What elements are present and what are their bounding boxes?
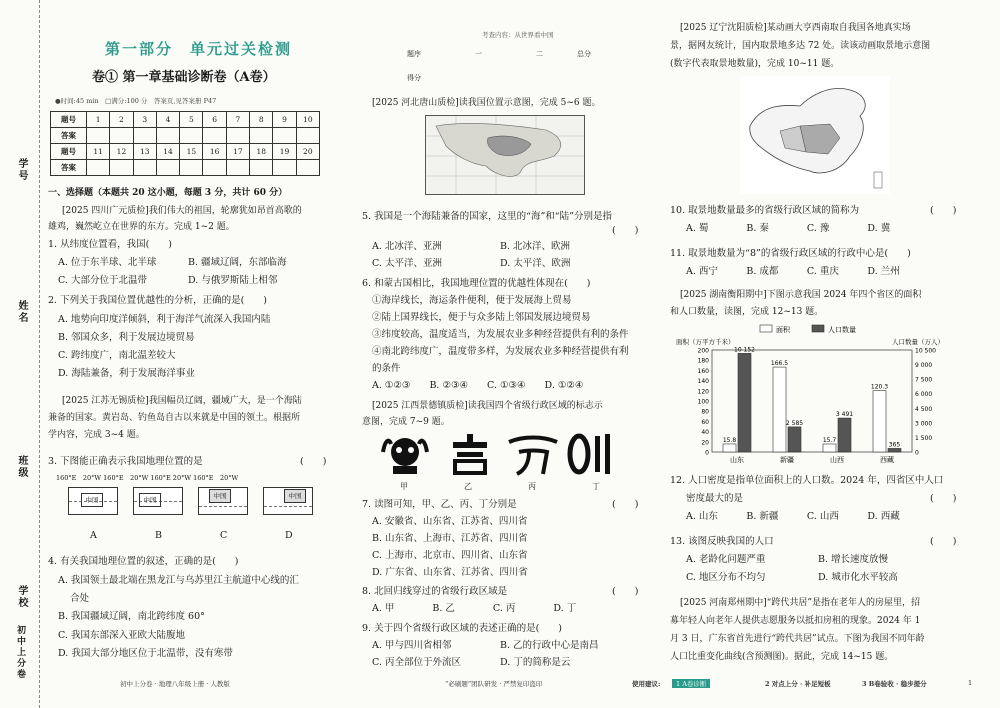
option-row: A. 蜀 B. 秦 C. 豫 D. 冀	[686, 223, 891, 234]
y-tick-right: 10 500	[915, 347, 936, 355]
option: B. 乙的行政中心是南昌	[500, 640, 599, 651]
option: 合处	[70, 593, 90, 604]
bar-area	[773, 367, 786, 452]
intro-text: [2025 江西景德镇质检]读我国四个省级行政区域的标志示	[372, 401, 603, 411]
y-tick-right: 3 000	[915, 420, 933, 428]
option: D. 广东省、山东省、江苏省、四川省	[372, 567, 528, 578]
y-tick-right: 0	[915, 449, 919, 457]
intro-text: [2025 江苏无锡质检]我国幅员辽阔，疆域广大，是一个海陆	[62, 396, 302, 406]
question-number: 11	[87, 144, 110, 160]
question-3: 3. 下图能正确表示我国地理位置的是	[48, 456, 203, 467]
footer-left: 初中上分卷 · 地理八年级上册 · 人教版	[120, 680, 230, 688]
legend-label: 人口数量	[828, 326, 856, 334]
question-6: 6. 和蒙古国相比，我国地理位置的优越性体现在( )	[362, 278, 591, 289]
side-label-brand: 初中上分卷	[15, 625, 25, 680]
option: C. 跨纬度广，南北温差较大	[58, 350, 176, 361]
option: A. 北冰洋、亚洲	[372, 241, 442, 252]
answer-cell	[296, 160, 319, 176]
y-axis-left-title: 面积（万平方千米）	[676, 338, 735, 346]
score-table	[405, 47, 615, 87]
y-tick-left: 60	[701, 418, 709, 426]
score-header: 一	[475, 50, 482, 58]
answer-cell	[250, 128, 273, 144]
data-label-area: 120.3	[870, 383, 889, 391]
volume-title: 卷① 第一章基础诊断卷（A卷）	[92, 70, 276, 85]
logo-jia	[375, 430, 435, 480]
option: C. 太平洋、亚洲	[372, 258, 442, 269]
answer-cell	[87, 128, 110, 144]
option: D. 海陆兼备，利于发展海洋事业	[58, 368, 195, 379]
question-11: 11. 取景地数量为“8”的省级行政区域的行政中心是( )	[670, 248, 911, 259]
question-number: 1	[87, 112, 110, 128]
question-13: 13. 该图反映我国的人口	[670, 536, 774, 547]
question-number: 4	[156, 112, 179, 128]
bar-population	[788, 427, 801, 452]
question-number: 5	[180, 112, 203, 128]
score-header: 题序	[407, 50, 421, 58]
answer-cell	[156, 128, 179, 144]
bar-area	[723, 444, 736, 452]
answer-paren: ( )	[612, 586, 639, 597]
option: B. 增长速度放慢	[818, 554, 889, 565]
section-heading: 一、选择题（本题共 20 这小题，每题 3 分，共计 60 分）	[48, 188, 288, 198]
answer-paren: ( )	[612, 499, 639, 510]
option: A. 地势向印度洋倾斜，利于海洋气流深入我国内陆	[58, 314, 271, 325]
china-box: 中国	[284, 489, 306, 503]
question-number: 13	[133, 144, 156, 160]
y-tick-left: 120	[697, 388, 709, 396]
globe-grid-d	[263, 487, 313, 515]
data-label-area: 15.8	[722, 436, 737, 444]
statement: ③纬度较高，温度适当，为发展农业多种经营提供有利的条件	[372, 329, 629, 340]
answer-cell	[156, 160, 179, 176]
china-location-map	[425, 115, 585, 195]
option-label: A	[90, 530, 97, 541]
bar-area	[823, 444, 836, 452]
option: D. 与俄罗斯陆上相邻	[188, 275, 278, 286]
option: A. 安徽省、山东省、江苏省、四川省	[372, 516, 528, 527]
answer-cell	[203, 128, 226, 144]
question-2: 2. 下列关于我国位置优越性的分析，正确的是( )	[48, 295, 267, 306]
intro-text: 学内容，完成 3~4 题。	[48, 430, 145, 440]
question-7: 7. 读图可知，甲、乙、丙、丁分别是	[362, 499, 517, 510]
y-tick-left: 140	[697, 378, 709, 386]
x-tick-label: 山西	[830, 456, 844, 464]
side-label-name: 姓名	[16, 300, 27, 324]
filming-location-map	[740, 76, 890, 194]
side-label-id: 学号	[16, 158, 27, 182]
grid-label: 答案	[51, 128, 87, 144]
option: B. 邻国众多，利于发展边境贸易	[58, 332, 195, 343]
data-label-population: 3 491	[835, 411, 854, 419]
usage-label: 使用建议:	[632, 680, 661, 688]
intro-text: 意图，完成 7~9 题。	[362, 417, 450, 427]
logo-label: 乙	[464, 482, 472, 491]
answer-cell	[226, 160, 249, 176]
option: A. 甲与四川省相邻	[372, 640, 452, 651]
question-number: 3	[133, 112, 156, 128]
answer-cell	[180, 128, 203, 144]
score-header: 总分	[577, 50, 591, 58]
option: D. 太平洋、欧洲	[500, 258, 571, 269]
option: D. 城市化水平较高	[818, 572, 898, 583]
question-number: 19	[273, 144, 296, 160]
option-label: D	[285, 530, 293, 541]
intro-text: [2025 四川广元质检]我们伟大的祖国，轮廓犹如昂首高歌的	[62, 206, 302, 216]
data-label-population: 365	[888, 441, 901, 449]
question-number: 15	[180, 144, 203, 160]
option: D. 丁的简称是云	[500, 657, 571, 668]
answer-cell	[110, 160, 133, 176]
intro-text: 兼备的国家。黄岩岛、钓鱼岛自古以来就是中国的领土。根据所	[48, 413, 301, 423]
logo-bing	[505, 432, 560, 478]
legend-label: 面积	[776, 326, 790, 334]
side-label-school: 学校	[16, 585, 27, 609]
question-5: 5. 我国是一个海陆兼备的国家，这里的“海”和“陆”分别是指	[362, 211, 613, 222]
answer-paren: ( )	[612, 225, 639, 236]
question-4: 4. 有关我国地理位置的叙述，正确的是( )	[48, 556, 239, 567]
option-row: A. 西宁 B. 成都 C. 重庆 D. 兰州	[686, 266, 900, 277]
question-8: 8. 北回归线穿过的省级行政区域是	[362, 586, 508, 597]
china-box: 中国	[209, 489, 231, 503]
data-label-area: 15.7	[822, 436, 837, 444]
map-graphic	[426, 116, 584, 194]
question-12: 12. 人口密度是指单位面积上的人口数。2024 年，四省区中人口	[670, 475, 944, 486]
grid-label: 题号	[51, 112, 87, 128]
option: B. 疆域辽阔，东部临海	[188, 257, 287, 268]
degree-labels: 160°E 20°W 160°E 20°W 160°E 20°W 160°E 20°W	[56, 474, 239, 482]
question-12-cont: 密度最大的是	[686, 493, 744, 504]
answer-cell	[180, 160, 203, 176]
question-number: 10	[296, 112, 319, 128]
logo-label: 甲	[400, 482, 408, 491]
y-tick-left: 180	[697, 357, 709, 365]
intro-text: 雄鸡，巍然屹立在世界的东方。完成 1~2 题。	[48, 222, 235, 232]
exam-meta: ●时间:45 min □满分:100 分 答案页,见答案册 P47	[55, 97, 217, 105]
answer-cell	[87, 160, 110, 176]
usage-step: 1 A卷诊断	[672, 679, 710, 688]
statement: ②陆上国界线长，便于与众多陆上邻国发展边境贸易	[372, 312, 591, 323]
answer-paren: ( )	[930, 493, 957, 504]
answer-cell	[296, 128, 319, 144]
answer-cell	[110, 128, 133, 144]
bar-population	[838, 418, 851, 452]
answer-cell	[133, 160, 156, 176]
side-label-class: 班级	[16, 455, 27, 479]
part-title: 第一部分 单元过关检测	[105, 40, 293, 58]
answer-cell	[133, 128, 156, 144]
x-tick-label: 新疆	[780, 456, 794, 464]
answer-paren: ( )	[930, 205, 957, 216]
question-number: 17	[226, 144, 249, 160]
logo-yi	[445, 432, 495, 478]
intro-text: 月 3 日，广东省首先进行“跨代共居”试点。下图为我国不同年龄	[670, 634, 925, 644]
option: A. 我国领土最北端在黑龙江与乌苏里江主航道中心线的汇	[58, 575, 299, 586]
china-box: 中国	[139, 493, 161, 507]
question-number: 18	[250, 144, 273, 160]
intro-text: [2025 湖南衡阳期中]下图示意我国 2024 年四个省区的面积	[680, 290, 922, 300]
y-tick-left: 20	[701, 439, 709, 447]
score-header: 二	[536, 50, 543, 58]
option: B. 北冰洋、欧洲	[500, 241, 571, 252]
y-axis-right-title: 人口数量（万人）	[892, 338, 944, 346]
option: C. 上海市、北京市、四川省、山东省	[372, 550, 528, 561]
question-number: 20	[296, 144, 319, 160]
usage-step: 2 对点上分 · 补足短板	[765, 680, 831, 688]
answer-cell	[273, 128, 296, 144]
globe-grid-a	[68, 487, 118, 515]
option: C. 大部分位于北温带	[58, 275, 147, 286]
grid-label: 题号	[51, 144, 87, 160]
answer-cell	[226, 128, 249, 144]
question-number: 12	[110, 144, 133, 160]
option-label: C	[220, 530, 228, 541]
answer-paren: ( )	[930, 536, 957, 547]
option-row: A. ①②③ B. ②③④ C. ①③④ D. ①②④	[372, 380, 584, 391]
answer-grid	[50, 111, 320, 176]
answer-cell	[203, 160, 226, 176]
option: A. 位于东半球、北半球	[58, 257, 157, 268]
y-tick-left: 40	[701, 429, 709, 437]
question-9: 9. 关于四个省级行政区域的表述正确的是( )	[362, 623, 562, 634]
china-box: 中国	[81, 493, 103, 507]
question-number: 6	[203, 112, 226, 128]
question-number: 8	[250, 112, 273, 128]
statement: ①海岸线长，海运条件便利，便于发展海上贸易	[372, 295, 572, 306]
y-tick-left: 100	[697, 398, 709, 406]
usage-step: 3 B卷验收 · 稳步提分	[862, 680, 927, 688]
data-label-area: 166.5	[770, 360, 789, 368]
y-tick-left: 160	[697, 367, 709, 375]
intro-text: 募年轻人向老年人提供志愿服务以抵扣房租的现象。2024 年 1	[670, 616, 921, 626]
binding-margin	[0, 0, 40, 708]
statement: ④南北跨纬度广，温度带多样，为发展农业多种经营提供有利	[372, 346, 629, 357]
x-tick-label: 西藏	[880, 456, 894, 464]
option-row: A. 甲 B. 乙 C. 丙 D. 丁	[372, 603, 577, 614]
intro-text: [2025 河北唐山质检]读我国位置示意图，完成 5~6 题。	[372, 98, 601, 108]
y-tick-left: 200	[697, 347, 709, 355]
intro-text: 景，据网友统计，国内取景地多达 72 处。读该动画取景地示意图	[670, 41, 931, 51]
question-number: 9	[273, 112, 296, 128]
option: A. 老龄化问题严重	[686, 554, 766, 565]
topic-label: 考查内容：从世界看中国	[482, 31, 554, 39]
option: B. 我国疆域辽阔，南北跨纬度 60°	[58, 611, 205, 622]
footer-mid: “必刷题”团队研发 · 严禁复印盗印	[445, 680, 543, 688]
y-tick-right: 7 500	[915, 376, 933, 384]
statement: 的条件	[372, 363, 401, 374]
y-tick-left: 80	[701, 408, 709, 416]
question-10: 10. 取景地数量最多的省级行政区域的简称为	[670, 205, 860, 216]
logo-label: 丙	[528, 482, 536, 491]
option-row: A. 山东 B. 新疆 C. 山西 D. 西藏	[686, 511, 900, 522]
y-tick-right: 6 000	[915, 391, 933, 399]
question-1: 1. 从纬度位置看，我国( )	[48, 239, 172, 250]
logo-label: 丁	[592, 482, 600, 491]
globe-grid-c	[198, 487, 248, 515]
question-number: 7	[226, 112, 249, 128]
intro-text: [2025 河南郑州期中]“跨代共居”是指在老年人的房屋里，招	[680, 598, 920, 608]
grid-label: 答案	[51, 160, 87, 176]
intro-text: (数字代表取景地数量)，完成 10~11 题。	[670, 59, 840, 69]
data-label-population: 10 152	[734, 346, 755, 354]
globe-grid-b	[133, 487, 183, 515]
intro-text: [2025 辽宁沈阳质检]某动画大亨西南取自我国各地真实场	[680, 23, 911, 33]
map-graphic	[740, 76, 890, 194]
bar-area	[873, 391, 886, 452]
intro-text: 和人口数量，读图，完成 12~13 题。	[670, 307, 824, 317]
score-row-label: 得分	[407, 74, 421, 82]
legend-swatch-population	[812, 325, 824, 332]
answer-paren: ( )	[300, 456, 327, 467]
x-tick-label: 山东	[730, 456, 744, 464]
question-number: 16	[203, 144, 226, 160]
bar-population	[738, 353, 751, 452]
option: B. 山东省、上海市、江苏省、四川省	[372, 533, 528, 544]
answer-cell	[273, 160, 296, 176]
y-tick-right: 1 500	[915, 434, 933, 442]
bar-population	[888, 448, 901, 452]
option: C. 地区分布不均匀	[686, 572, 766, 583]
question-number: 2	[110, 112, 133, 128]
option: C. 丙全部位于外流区	[372, 657, 461, 668]
y-tick-left: 0	[705, 449, 709, 457]
answer-cell	[250, 160, 273, 176]
area-population-chart	[672, 320, 962, 470]
y-tick-right: 9 000	[915, 362, 933, 370]
option: C. 我国东部深入亚欧大陆腹地	[58, 630, 185, 641]
y-tick-right: 4 500	[915, 405, 933, 413]
legend-swatch-area	[760, 325, 772, 332]
intro-text: 人口比重变化曲线(含预测图)。据此，完成 14~15 题。	[670, 652, 894, 662]
option-label: B	[155, 530, 162, 541]
question-number: 14	[156, 144, 179, 160]
page-number: 1	[968, 679, 973, 687]
logo-ding	[565, 430, 620, 478]
option: D. 我国大部分地区位于北温带，没有寒带	[58, 648, 233, 659]
data-label-population: 2 585	[785, 419, 804, 427]
